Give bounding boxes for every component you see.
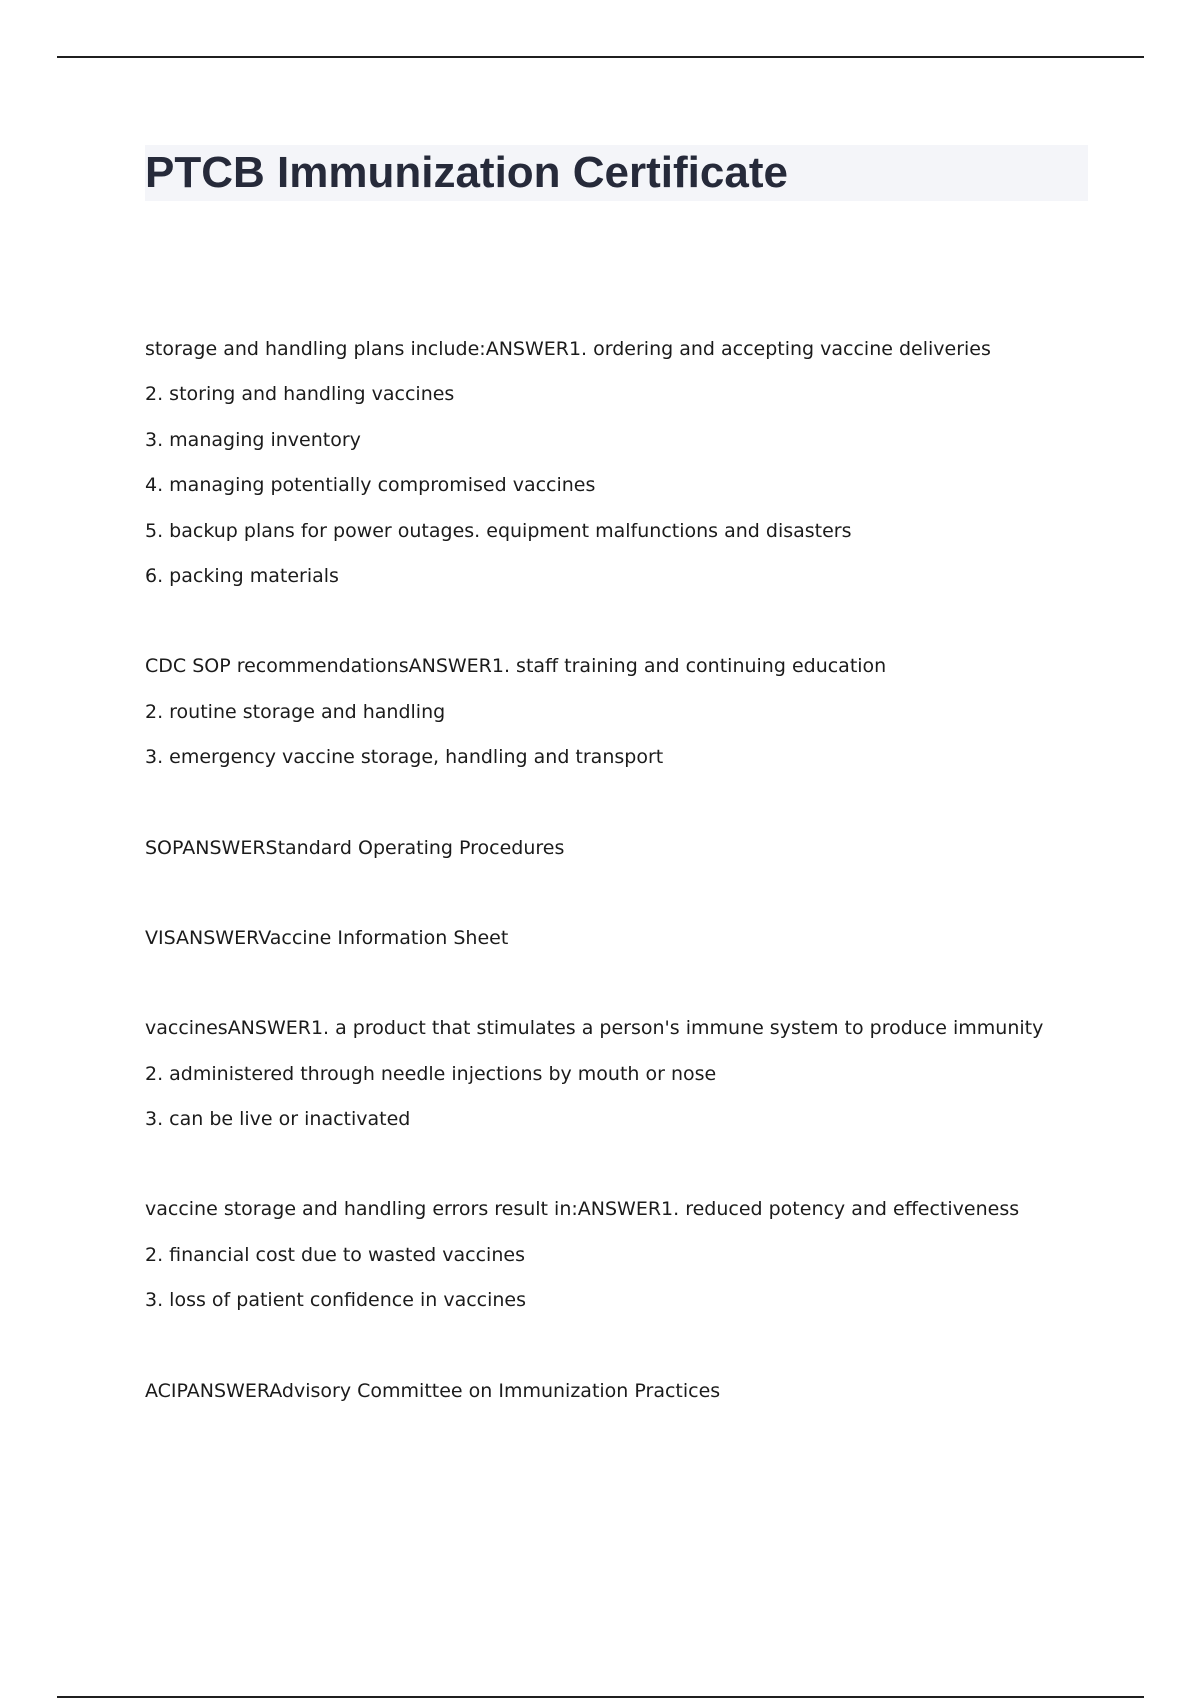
entry-line: SOPANSWERStandard Operating Procedures [145,836,565,859]
entry-line: ACIPANSWERAdvisory Committee on Immunization Practices [145,1379,721,1402]
entry-line: VISANSWERVaccine Information Sheet [145,926,509,949]
entry-line: 2. financial cost due to wasted vaccines [145,1243,525,1266]
qa-entry-storage-plans [145,336,1105,608]
entry-line: 3. loss of patient confidence in vaccines [145,1289,527,1312]
entry-line: CDC SOP recommendationsANSWER1. staff training and continuing education [145,655,887,678]
entry-line: 2. routine storage and handling [145,700,446,723]
page-title: PTCB Immunization Certificate [145,148,788,197]
entry-line: 2. administered through needle injections by mouth or nose [145,1062,717,1085]
entry-line: 4. managing potentially compromised vaccines [145,474,596,497]
entry-line: 3. managing inventory [145,428,361,451]
top-divider [57,56,1144,58]
qa-entry-acip [145,1378,1105,1423]
entry-line: vaccine storage and handling errors result in:ANSWER1. reduced potency and effectiveness [145,1198,1020,1221]
entry-line: vaccinesANSWER1. a product that stimulates a person's immune system to produce immunity [145,1017,1044,1040]
entry-line: 3. can be live or inactivated [145,1108,411,1131]
qa-list [145,336,1105,1468]
bottom-divider [57,1696,1144,1698]
entry-line: 2. storing and handling vaccines [145,383,455,406]
entry-line: 3. emergency vaccine storage, handling and transport [145,746,664,769]
entry-line: 5. backup plans for power outages. equipment malfunctions and disasters [145,519,852,542]
qa-entry-vaccines [145,1015,1105,1151]
qa-entry-cdc-sop [145,653,1105,789]
qa-entry-handling-errors [145,1196,1105,1332]
qa-entry-vis [145,925,1105,970]
entry-line: 6. packing materials [145,564,339,587]
entry-line: storage and handling plans include:ANSWER1. ordering and accepting vaccine deliveries [145,338,991,360]
qa-entry-sop [145,835,1105,880]
